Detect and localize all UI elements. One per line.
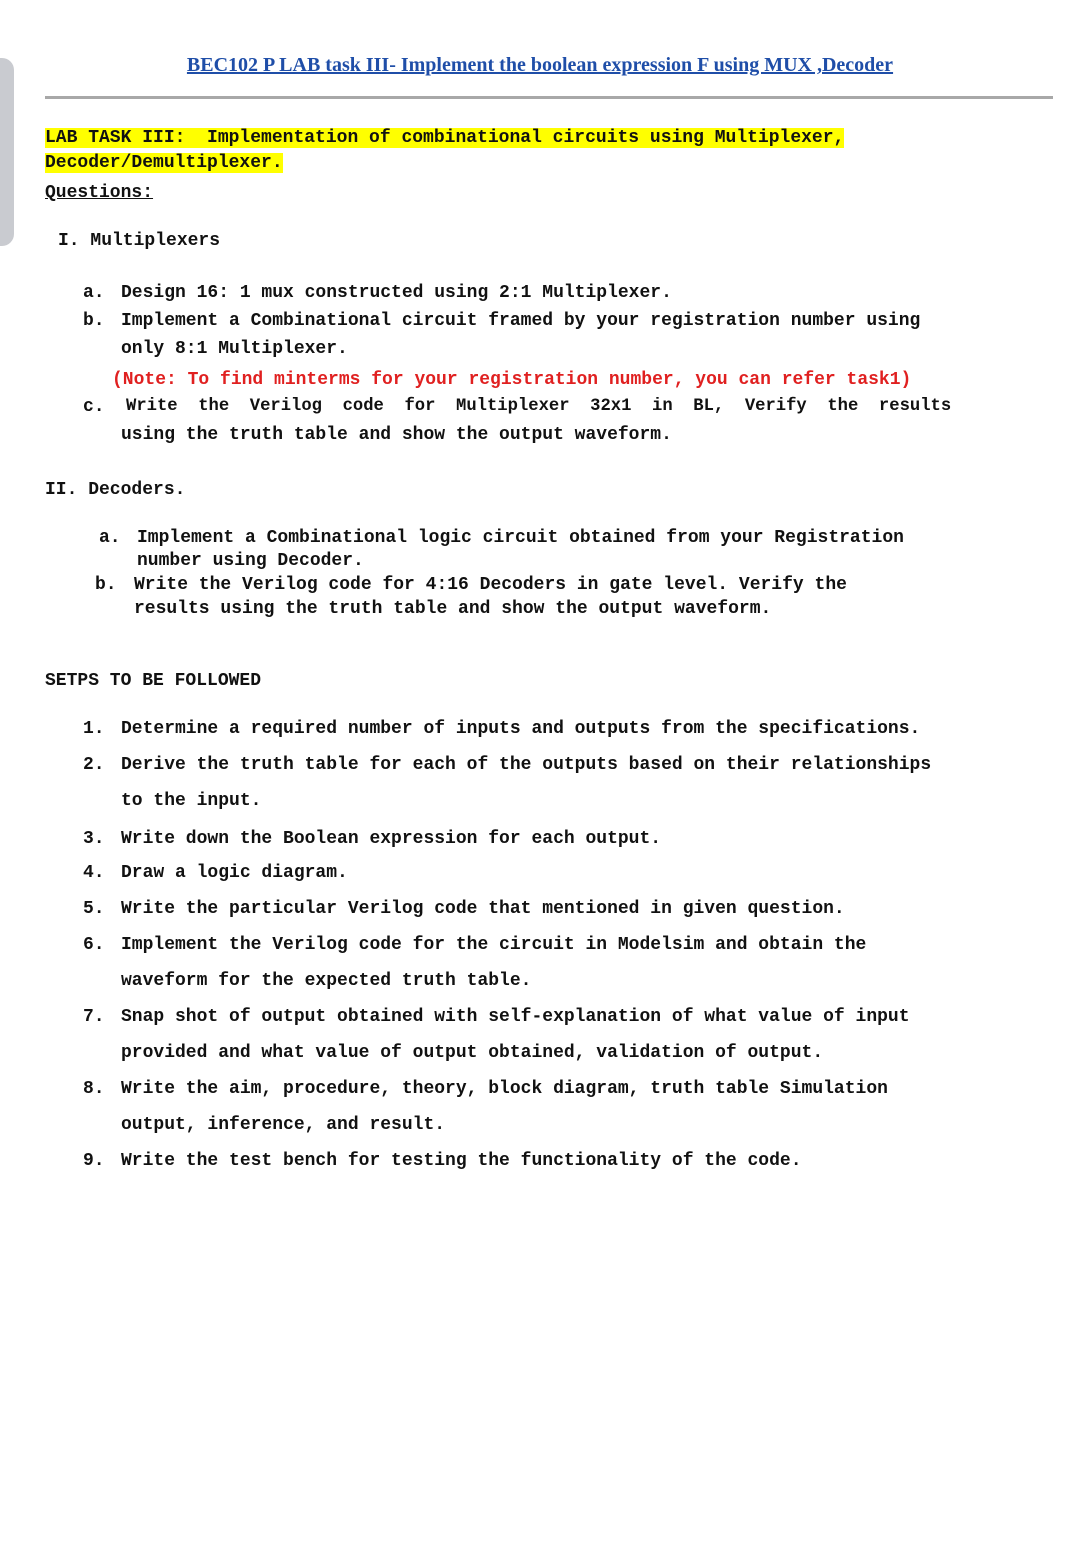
list-item-text: Implement a Combinational logic circuit obtained from your Registration [137,528,904,548]
step-text: Implement the Verilog code for the circuit in Modelsim and obtain the [121,935,867,955]
lab-task-line-2: Decoder/Demultiplexer. [45,153,283,173]
list-marker: c. [83,397,105,417]
step-number: 4. [83,863,105,883]
list-marker: b. [83,311,105,331]
steps-heading: SETPS TO BE FOLLOWED [45,671,262,691]
step-number: 2. [83,755,105,775]
list-item-text: results using the truth table and show the output waveform. [134,599,772,619]
step-text: Snap shot of output obtained with self-explanation of what value of input [121,1007,910,1027]
step-number: 7. [83,1007,105,1027]
lab-task-heading [45,128,844,148]
questions-heading: Questions: [45,183,154,203]
step-number: 9. [83,1151,105,1171]
title-divider [45,96,1053,99]
step-text: to the input. [121,791,262,811]
step-text: Write down the Boolean expression for each output. [121,829,662,849]
list-item-text: using the truth table and show the output waveform. [121,425,672,445]
step-text: output, inference, and result. [121,1115,446,1135]
lab-task-heading-cont [45,153,283,173]
list-item-text: Write the Verilog code for 4:16 Decoders in gate level. Verify the [134,575,847,595]
step-text: provided and what value of output obtained, validation of output. [121,1043,824,1063]
step-number: 3. [83,829,105,849]
list-marker: a. [99,528,121,548]
step-text: Write the particular Verilog code that mentioned in given question. [121,899,845,919]
section-multiplexers-heading: I. Multiplexers [58,231,221,251]
section-decoders-heading: II. Decoders. [45,480,186,500]
list-item-text: Write the Verilog code for Multiplexer 32x1 in BL, Verify the results [126,397,952,416]
step-text: Draw a logic diagram. [121,863,348,883]
step-number: 5. [83,899,105,919]
list-item-text: Design 16: 1 mux constructed using 2:1 Multiplexer. [121,283,672,303]
step-number: 1. [83,719,105,739]
step-text: Write the aim, procedure, theory, block diagram, truth table Simulation [121,1079,888,1099]
step-number: 8. [83,1079,105,1099]
list-item-text: only 8:1 Multiplexer. [121,339,348,359]
lab-task-line-1: LAB TASK III: Implementation of combinational circuits using Multiplexer, [45,128,845,148]
note-text: (Note: To find minterms for your registration number, you can refer task1) [112,370,912,390]
step-text: waveform for the expected truth table. [121,971,532,991]
step-text: Derive the truth table for each of the outputs based on their relationships [121,755,932,775]
list-marker: b. [95,575,117,595]
document-title: BEC102 P LAB task III- Implement the boolean expression F using MUX ,Decoder [186,54,894,76]
list-item-text: number using Decoder. [137,551,364,571]
list-item-text: Implement a Combinational circuit framed by your registration number using [121,311,921,331]
step-text: Determine a required number of inputs and outputs from the specifications. [121,719,921,739]
step-number: 6. [83,935,105,955]
step-text: Write the test bench for testing the functionality of the code. [121,1151,802,1171]
list-marker: a. [83,283,105,303]
side-panel-tab[interactable] [0,58,14,246]
